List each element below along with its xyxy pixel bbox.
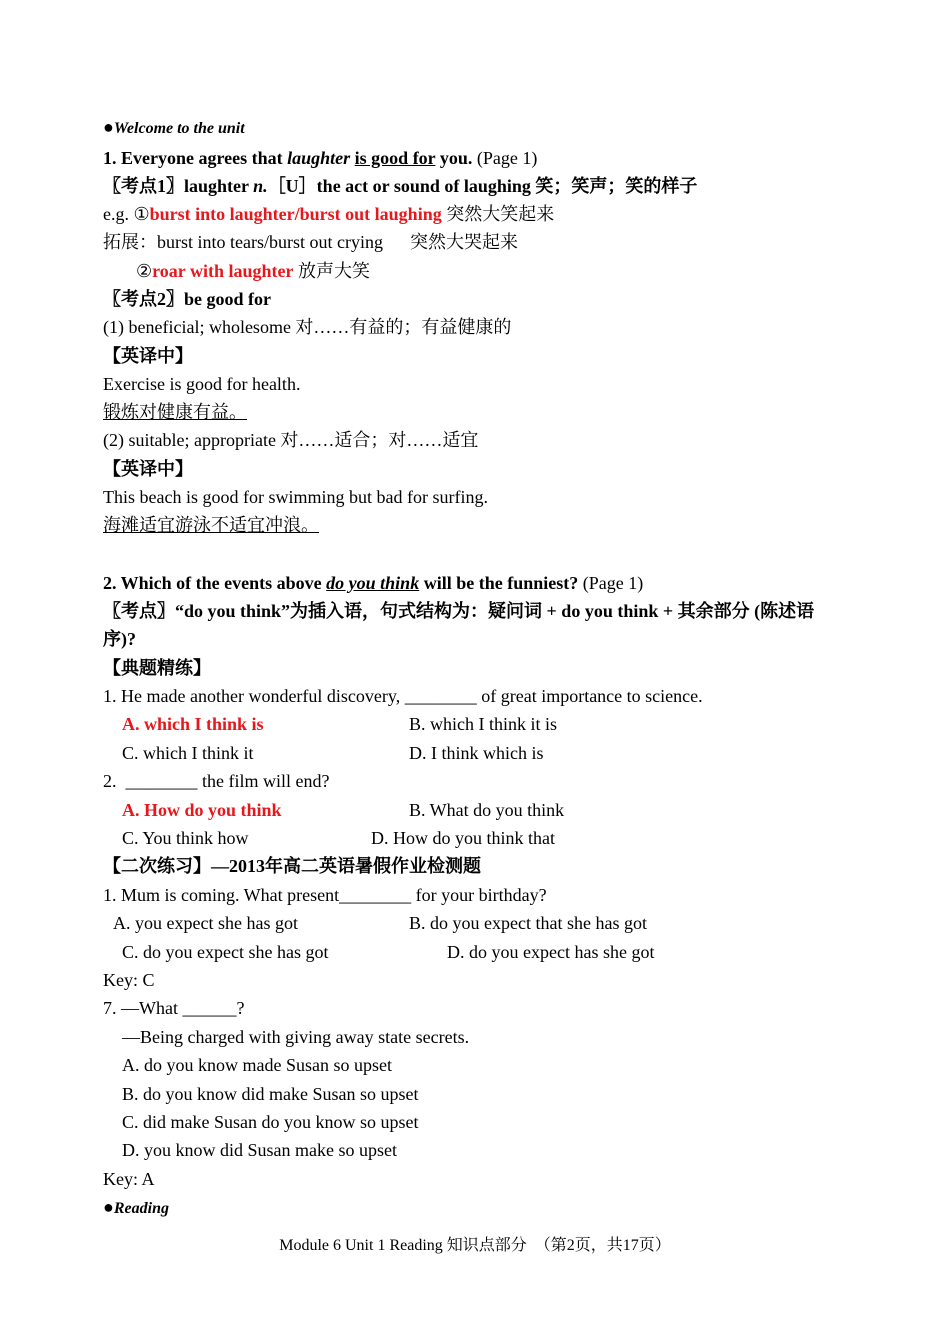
kaodian-line-2: 序)? <box>103 629 136 649</box>
q1-option-c: C. which I think it <box>122 743 254 763</box>
example-1: e.g. ①burst into laughter/burst out laughing 突然大笑起来 <box>103 204 555 224</box>
p7-option-b: B. do you know did make Susan so upset <box>122 1084 419 1104</box>
question-1: 1. He made another wonderful discovery, ________ of great importance to science. <box>103 686 703 706</box>
p7-option-c: C. did make Susan do you know so upset <box>122 1112 419 1132</box>
p1-option-a: A. you expect she has got <box>113 913 298 933</box>
q2-option-d: D. How do you think that <box>371 828 555 848</box>
exercise-heading: 【典题精练】 <box>103 658 211 678</box>
extension: 拓展：burst into tears/burst out crying 突然大哭起来 <box>103 232 518 252</box>
second-practice-heading: 【二次练习】—2013年高二英语暑假作业检测题 <box>103 856 481 876</box>
p7-option-d: D. you know did Susan make so upset <box>122 1140 397 1160</box>
q1-option-d: D. I think which is <box>409 743 544 763</box>
item2-sentence: 2. Which of the events above do you think will be the funniest? (Page 1) <box>103 573 644 593</box>
section-heading-welcome: ●Welcome to the unit <box>103 117 245 137</box>
translate-label-1: 【英译中】 <box>103 346 193 366</box>
practice-7-reply: —Being charged with giving away state secrets. <box>122 1027 470 1047</box>
translate-label-2: 【英译中】 <box>103 459 193 479</box>
question-2: 2. ________ the film will end? <box>103 771 330 791</box>
sentence-zh-2: 海滩适宜游泳不适宜冲浪。 <box>103 515 319 535</box>
sentence-zh-1: 锻炼对健康有益。 <box>103 402 247 422</box>
p1-option-b: B. do you expect that she has got <box>409 913 647 933</box>
q1-option-a: A. which I think is <box>122 714 264 734</box>
page-footer: Module 6 Unit 1 Reading 知识点部分 （第2页，共17页） <box>279 1237 671 1254</box>
p1-option-d: D. do you expect has she got <box>447 942 655 962</box>
p7-option-a: A. do you know made Susan so upset <box>122 1055 392 1075</box>
kaodian1: 〖考点1〗laughter n.［U］the act or sound of laughing 笑；笑声；笑的样子 <box>103 176 698 196</box>
p1-option-c: C. do you expect she has got <box>122 942 329 962</box>
q1-option-b: B. which I think it is <box>409 714 557 734</box>
kaodian-line-1: 〖考点〗“do you think”为插入语，句式结构为：疑问词 + do you think + 其余部分 (陈述语 <box>103 601 815 621</box>
sentence-en-2: This beach is good for swimming but bad for surfing. <box>103 487 488 507</box>
q2-option-b: B. What do you think <box>409 800 565 820</box>
sentence-en-1: Exercise is good for health. <box>103 374 301 394</box>
bullet-icon: ● <box>103 117 114 137</box>
definition-2: (2) suitable; appropriate 对……适合；对……适宜 <box>103 430 479 450</box>
practice-1: 1. Mum is coming. What present________ for your birthday? <box>103 885 547 905</box>
q2-option-c: C. You think how <box>122 828 249 848</box>
item1-sentence: 1. Everyone agrees that laughter is good for you. (Page 1) <box>103 148 538 168</box>
example-2: ②roar with laughter 放声大笑 <box>136 261 370 281</box>
q2-option-a: A. How do you think <box>122 800 282 820</box>
bullet-icon: ● <box>103 1197 114 1217</box>
section-heading-reading: ●Reading <box>103 1197 169 1217</box>
key-7: Key: A <box>103 1169 155 1189</box>
kaodian2: 〖考点2〗be good for <box>103 289 271 309</box>
key-1: Key: C <box>103 970 155 990</box>
definition-1: (1) beneficial; wholesome 对……有益的；有益健康的 <box>103 317 512 337</box>
practice-7: 7. —What ______? <box>103 998 245 1018</box>
